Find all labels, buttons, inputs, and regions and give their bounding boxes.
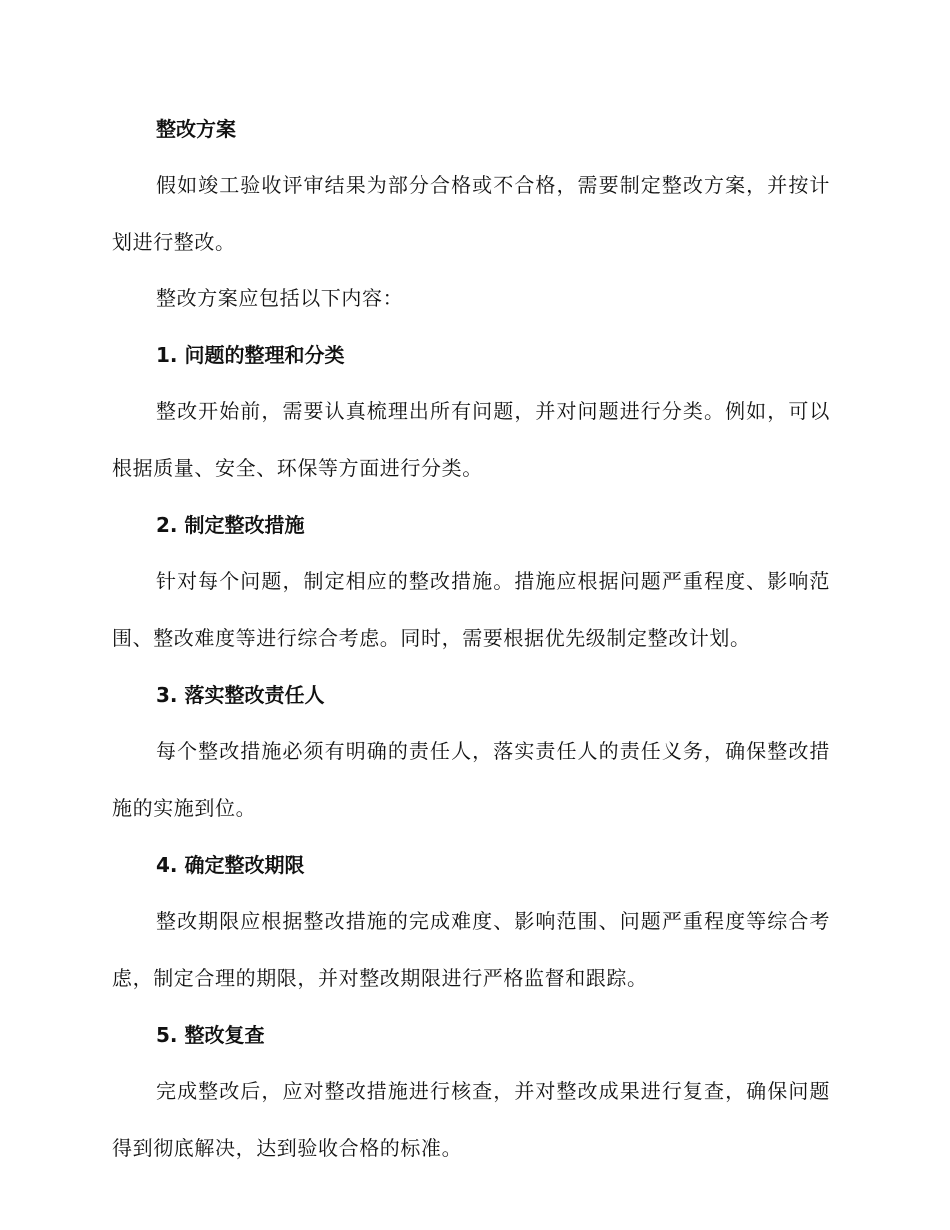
section-heading-4: 4. 确定整改期限 <box>156 853 305 877</box>
section-body-3: 每个整改措施必须有明确的责任人，落实责任人的责任义务，确保整改措施的实施到位。 <box>112 739 830 820</box>
section-heading-2: 2. 制定整改措施 <box>156 513 305 537</box>
lead-paragraph: 整改方案应包括以下内容： <box>156 286 404 310</box>
section-body-5: 完成整改后，应对整改措施进行核查，并对整改成果进行复查，确保问题得到彻底解决，达到验收合格的标准。 <box>112 1079 830 1160</box>
section-heading-5: 5. 整改复查 <box>156 1023 265 1047</box>
section-heading-1: 1. 问题的整理和分类 <box>156 343 345 367</box>
document-title: 整改方案 <box>156 117 236 141</box>
intro-paragraph: 假如竣工验收评审结果为部分合格或不合格，需要制定整改方案，并按计划进行整改。 <box>112 173 830 254</box>
section-body-2: 针对每个问题，制定相应的整改措施。措施应根据问题严重程度、影响范围、整改难度等进行综合考虑。同时，需要根据优先级制定整改计划。 <box>112 569 830 650</box>
section-body-4: 整改期限应根据整改措施的完成难度、影响范围、问题严重程度等综合考虑，制定合理的期限，并对整改期限进行严格监督和跟踪。 <box>112 909 830 990</box>
section-heading-3: 3. 落实整改责任人 <box>156 683 325 707</box>
document-content <box>112 112 830 1188</box>
section-body-1: 整改开始前，需要认真梳理出所有问题，并对问题进行分类。例如，可以根据质量、安全、环保等方面进行分类。 <box>112 399 830 480</box>
